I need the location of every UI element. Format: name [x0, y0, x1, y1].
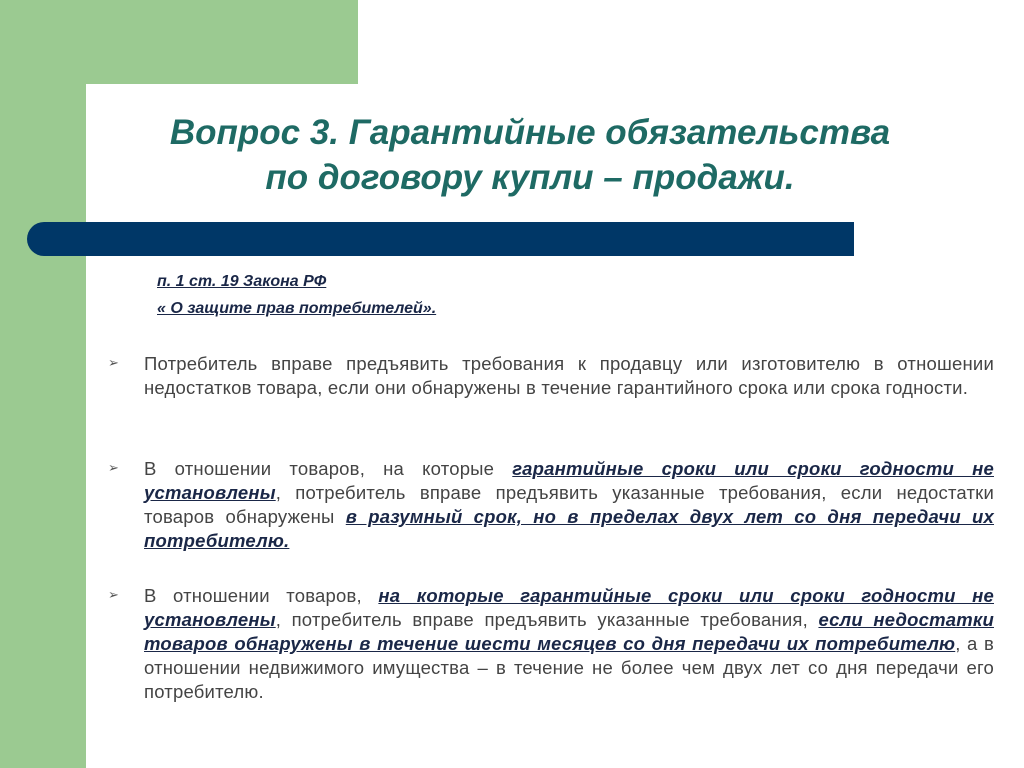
green-side-panel	[0, 0, 86, 768]
title-line-1: Вопрос 3. Гарантийные обязательства	[169, 113, 891, 152]
slide-title	[90, 110, 970, 200]
reference-line-2: « О защите прав потребителей».	[157, 300, 437, 317]
reference-line-1: п. 1 ст. 19 Закона РФ	[157, 273, 327, 290]
emphasis-text: гарантийные сроки или сроки годности не установлены	[144, 458, 994, 503]
bullet-text: В отношении товаров, на которые гарантийные сроки или сроки годности не установлены, потребитель вправе предъявить указанные требования, если недостатки товаров обнаружены в течение шести месяцев со дня передачи их потребителю, а в отношении недвижимого имущества – в течение не более чем двух лет со дня передачи его потребителю.	[144, 585, 994, 702]
emphasis-text: в разумный срок, но в пределах двух лет со дня передачи их потребителю.	[144, 506, 995, 551]
title-divider-bar	[27, 222, 854, 256]
arrow-bullet-icon: ➢	[108, 355, 119, 370]
green-top-panel	[86, 0, 358, 84]
bullet-text: Потребитель вправе предъявить требования к продавцу или изготовителю в отношении недостатков товара, если они обнаружены в течение гарантийного срока или срока годности.	[144, 353, 994, 398]
arrow-bullet-icon: ➢	[108, 460, 119, 475]
arrow-bullet-icon: ➢	[108, 587, 119, 602]
law-reference	[157, 268, 436, 322]
emphasis-text: на которые гарантийные сроки или сроки годности не установлены	[144, 585, 994, 630]
title-line-2: по договору купли – продажи.	[265, 158, 795, 197]
bullet-text: В отношении товаров, на которые гарантийные сроки или сроки годности не установлены, потребитель вправе предъявить указанные требования, если недостатки товаров обнаружены в разумный срок, но в пределах двух лет со дня передачи их потребителю.	[144, 458, 995, 551]
emphasis-text: если недостатки товаров обнаружены в течение шести месяцев со дня передачи их потребителю	[144, 609, 994, 654]
